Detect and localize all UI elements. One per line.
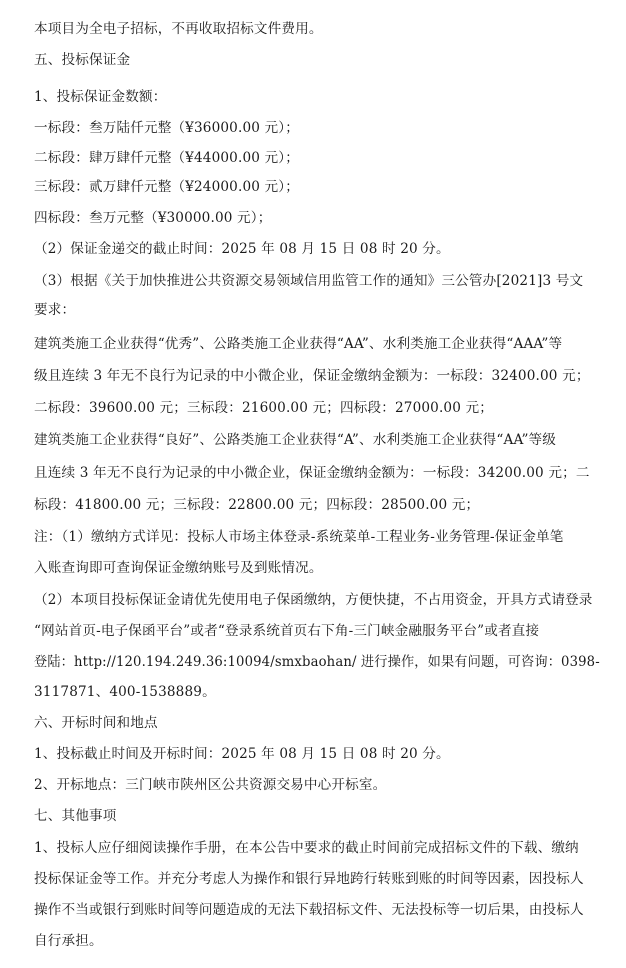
bond-deadline: （2）保证金递交的截止时间：2025 年 08 月 15 日 08 时 20 分。 <box>34 241 450 257</box>
e-guarantee-line-1: （2）本项目投标保证金请优先使用电子保函缴纳，方便快捷，不占用资金，开具方式请登录 <box>34 592 593 608</box>
opening-location: 2、开标地点：三门峡市陕州区公共资源交易中心开标室。 <box>34 777 387 793</box>
excellent-rating-line-3: 二标段：39600.00 元；三标段：21600.00 元；四标段：27000.00 元； <box>34 400 493 416</box>
paragraph-no-fee: 本项目为全电子招标，不再收取招标文件费用。 <box>34 21 323 37</box>
bond-lot-4: 四标段：叁万元整（¥30000.00 元）； <box>34 210 272 226</box>
note-payment-line-2: 入账查询即可查询保证金缴纳账号及到账情况。 <box>34 560 323 576</box>
bond-amount-title: 1、投标保证金数额： <box>34 89 167 105</box>
heading-bid-opening: 六、开标时间和地点 <box>34 715 158 731</box>
e-guarantee-line-3: 登陆：http://120.194.249.36:10094/smxbaohan/ 进行操作，如果有问题，可咨询：0398- <box>34 654 600 670</box>
other-matters-line-4: 自行承担。 <box>34 933 103 949</box>
excellent-rating-line-2: 级且连续 3 年无不良行为记录的中小微企业，保证金缴纳金额为：一标段：32400.00 元； <box>34 368 590 384</box>
other-matters-line-1: 1、投标人应仔细阅读操作手册，在本公告中要求的截止时间前完成招标文件的下载、缴纳 <box>34 840 579 856</box>
credit-notice-line-2: 要求： <box>34 302 76 318</box>
good-rating-line-3: 标段：41800.00 元；三标段：22800.00 元；四标段：28500.00 元； <box>34 497 480 513</box>
good-rating-line-2: 且连续 3 年无不良行为记录的中小微企业，保证金缴纳金额为：一标段：34200.00 元；二 <box>34 465 590 481</box>
other-matters-line-3: 操作不当或银行到账时间等问题造成的无法下载招标文件、无法投标等一切后果，由投标人 <box>34 902 584 918</box>
heading-bid-bond: 五、投标保证金 <box>34 52 131 68</box>
opening-time: 1、投标截止时间及开标时间：2025 年 08 月 15 日 08 时 20 分。 <box>34 746 450 762</box>
good-rating-line-1: 建筑类施工企业获得“良好”、公路类施工企业获得“A”、水利类施工企业获得“AA”等级 <box>34 432 557 448</box>
excellent-rating-line-1: 建筑类施工企业获得“优秀”、公路类施工企业获得“AA”、水利类施工企业获得“AAA”等 <box>34 336 563 352</box>
bond-lot-3: 三标段：贰万肆仟元整（¥24000.00 元）； <box>34 179 299 195</box>
bond-lot-1: 一标段：叁万陆仟元整（¥36000.00 元）； <box>34 120 299 136</box>
bond-lot-2: 二标段：肆万肆仟元整（¥44000.00 元）； <box>34 150 299 166</box>
heading-other-matters: 七、其他事项 <box>34 808 117 824</box>
other-matters-line-2: 投标保证金等工作。并充分考虑人为操作和银行异地跨行转账到账的时间等因素，因投标人 <box>34 871 584 887</box>
e-guarantee-line-2: “网站首页-电子保函平台”或者“登录系统首页右下角-三门峡金融服务平台”或者直接 <box>34 623 540 639</box>
note-payment-line-1: 注：（1）缴纳方式详见：投标人市场主体登录-系统菜单-工程业务-业务管理-保证金单笔 <box>34 529 564 545</box>
e-guarantee-line-4: 3117871、400-1538889。 <box>34 684 216 700</box>
credit-notice-line-1: （3）根据《关于加快推进公共资源交易领域信用监管工作的通知》三公管办[2021]3 号文 <box>34 273 584 289</box>
